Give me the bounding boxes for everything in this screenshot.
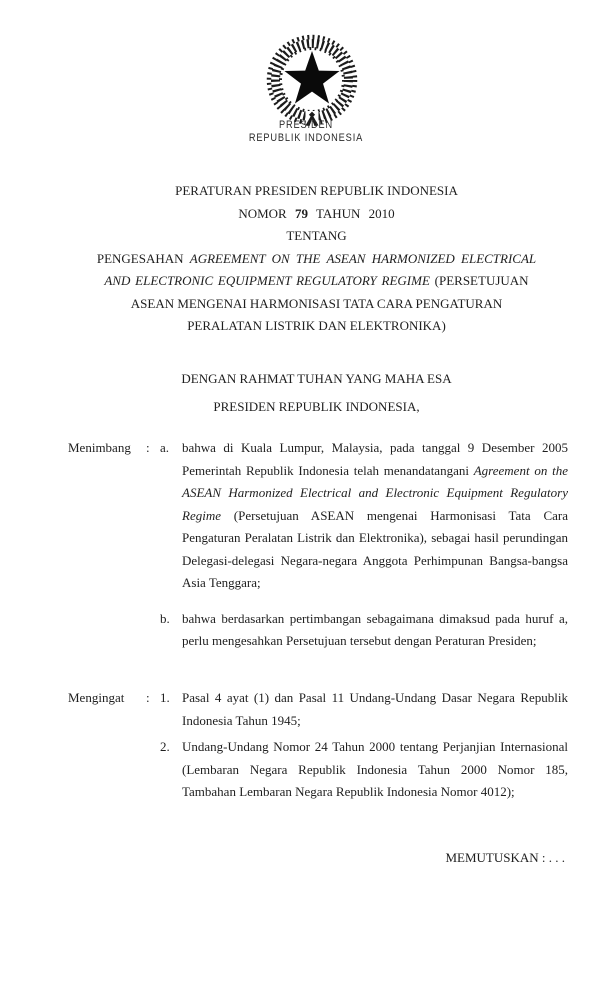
- mengingat-label: Mengingat: [68, 690, 125, 705]
- text-line: Indonesia Tahun 1945;: [182, 712, 301, 728]
- menimbang-items: [160, 437, 568, 653]
- seal-caption-presiden: PRESIDEN: [279, 119, 333, 131]
- star-icon: [284, 51, 339, 103]
- menimbang-label: Menimbang: [68, 440, 131, 455]
- invocation-presiden: PRESIDEN REPUBLIK INDONESIA,: [213, 398, 420, 414]
- text-line: Asia Tenggara;: [182, 575, 261, 590]
- text-line: bahwa berdasarkan pertimbangan sebagaimana dimaksud pada huruf a,: [182, 610, 568, 626]
- seal-caption-republik-indonesia: REPUBLIK INDONESIA: [248, 132, 364, 144]
- item-marker: 1.: [160, 690, 170, 705]
- text-line: (Lembaran Negara Republik Indonesia Tahun 2000 Nomor 185,: [182, 761, 568, 777]
- text-line: Undang-Undang Nomor 24 Tahun 2000 tentang Perjanjian Internasional: [182, 739, 568, 754]
- title-line-subject-3: ASEAN MENGENAI HARMONISASI TATA CARA PENGATURAN: [130, 295, 503, 311]
- invocation: [68, 368, 565, 418]
- text-line: Regime (Persetujuan ASEAN mengenai Harmonisasi Tata Cara: [182, 507, 568, 523]
- mengingat-colon: :: [146, 690, 150, 705]
- item-text: [182, 687, 568, 732]
- text-line: ASEAN Harmonized Electrical and Electronic Equipment Regulatory: [182, 485, 568, 500]
- text-line: Pengaturan Peralatan Listrik dan Elektronika), sebagai hasil perundingan: [182, 530, 568, 545]
- document-title: [68, 180, 565, 338]
- text-line: Tambahan Lembaran Negara Republik Indonesia Nomor 4012);: [182, 784, 515, 799]
- seal-caption: [49, 119, 563, 145]
- text-line: Delegasi-delegasi Negara-negara Anggota Perhimpunan Bangsa-bangsa: [182, 552, 568, 568]
- menimbang-colon: :: [146, 440, 150, 455]
- item-marker: b.: [160, 610, 170, 626]
- title-line-subject-4: PERALATAN LISTRIK DAN ELEKTRONIKA): [187, 318, 446, 333]
- title-line-peraturan: PERATURAN PRESIDEN REPUBLIK INDONESIA: [175, 183, 458, 198]
- mengingat-section: [68, 687, 568, 804]
- text-line: perlu mengesahkan Persetujuan tersebut dengan Peraturan Presiden;: [182, 633, 537, 648]
- menimbang-item-b: [160, 608, 568, 653]
- mengingat-item-1: [160, 687, 568, 732]
- mengingat-item-2: [160, 736, 568, 804]
- menimbang-section: [68, 437, 568, 653]
- invocation-rahmat: DENGAN RAHMAT TUHAN YANG MAHA ESA: [181, 371, 452, 386]
- text-line: Pasal 4 ayat (1) dan Pasal 11 Undang-Undang Dasar Negara Republik: [182, 690, 568, 705]
- menimbang-item-a: [160, 437, 568, 595]
- item-text: [182, 736, 568, 804]
- memutuskan-catchword: MEMUTUSKAN : . . .: [445, 850, 565, 865]
- item-marker: 2.: [160, 739, 170, 754]
- item-text: [182, 608, 568, 653]
- text-line: bahwa di Kuala Lumpur, Malaysia, pada tanggal 9 Desember 2005: [182, 440, 568, 455]
- presidential-seal: [265, 33, 359, 127]
- item-marker: a.: [160, 440, 170, 455]
- title-line-subject-1: PENGESAHAN AGREEMENT ON THE ASEAN HARMONIZED ELECTRICAL: [96, 250, 537, 266]
- text-line: Pemerintah Republik Indonesia telah menandatangani Agreement on the: [182, 462, 568, 478]
- title-line-tentang: TENTANG: [286, 228, 347, 243]
- title-line-nomor: NOMOR 79 TAHUN 2010: [238, 205, 395, 221]
- mengingat-items: [160, 687, 568, 804]
- item-text: [182, 437, 568, 595]
- title-line-subject-2: AND ELECTRONIC EQUIPMENT REGULATORY REGIME (PERSETUJUAN: [104, 273, 529, 288]
